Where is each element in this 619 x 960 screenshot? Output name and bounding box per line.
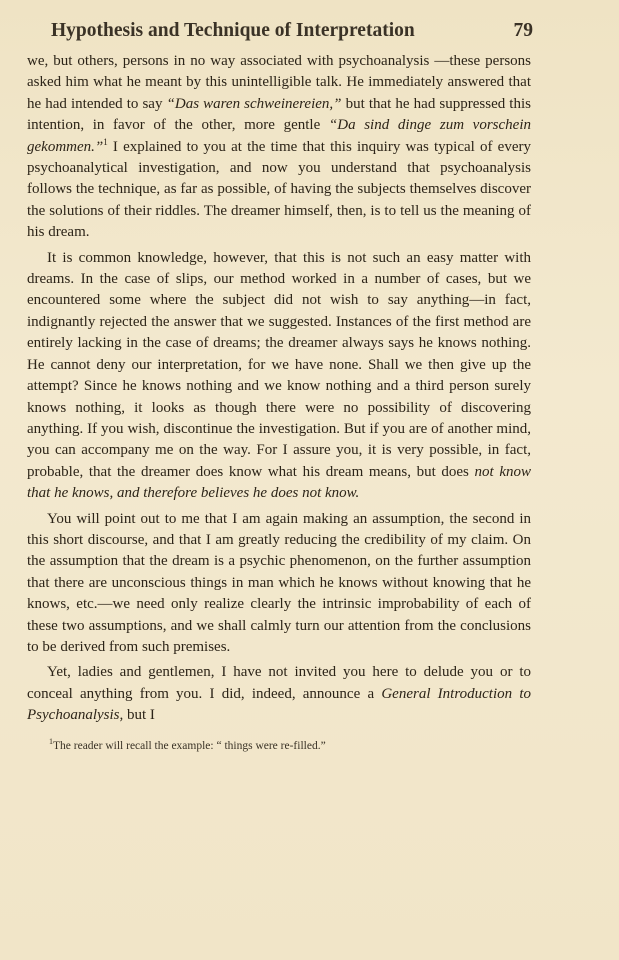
paragraph-4-text-a: Yet, ladies and gentlemen, I have not invited you here to delude you or to conceal anything from you. I did, indeed, announce a [27, 664, 531, 702]
paragraph-1-italic-quote-b: “Da sind dinge zum vorschein gekommen.” [27, 117, 531, 155]
footnote [27, 736, 531, 752]
running-head [27, 20, 531, 42]
paragraph-4-italic-title: General Introduction to Psychoanalysis, [27, 685, 531, 724]
paragraph-2 [27, 248, 531, 505]
paragraph-1-italic-quote-a: “Das waren schweinereien,” [166, 95, 342, 112]
paragraph-1 [27, 51, 531, 244]
page-number: 79 [513, 20, 533, 41]
footnote-mark: 1 [49, 736, 53, 746]
paragraph-4 [27, 662, 531, 726]
running-head-title: Hypothesis and Technique of Interpretation [51, 20, 415, 41]
footnote-reference: 1 [103, 136, 108, 147]
paragraph-4-text-c: but I [123, 707, 155, 724]
paragraph-2-text-a: It is common knowledge, however, that this is not such an easy matter with dreams. In the case of slips, our method worked in a number of cases, but we encountered some where the subject did not wish to say anything—in fact, indignantly rejected the answer that we suggested. Instances of the first method are entirely lacking in the case of dreams; the dreamer always says he knows nothing. He cannot deny our interpretation, for we have none. Shall we then give up the attempt? Since he knows nothing and we know nothing and a third person surely knows nothing, it looks as though there were no possibility of discovering anything. If you wish, discontinue the investigation. But if you are of another mind, you can accompany me on the way. For I assure you, it is very possible, in fact, probable, that the dreamer does know what his dream means, but does [27, 249, 531, 480]
paragraph-2-italic-emphasis: not know that he knows, and therefore believes he does not know. [27, 463, 531, 502]
paragraph-1-text-a: we, but others, persons in no way associated with psychoanalysis —these persons asked him what he meant by this unintelligible talk. He immediately answered that he had intended to say [27, 53, 531, 112]
paragraph-3: You will point out to me that I am again making an assumption, the second in this short discourse, and that I am greatly reducing the credibility of my claim. On the assumption that the dream is a psychic phenomenon, on the further assumption that there are unconscious things in man which he knows without knowing that he knows, etc.—we need only realize clearly the intrinsic improbability of each of these two assumptions, and we shall calmly turn our attention from the conclusions to be derived from such premises. [27, 510, 531, 655]
footnote-text: The reader will recall the example: “ things were re-filled.” [53, 739, 326, 752]
paragraph-1-text-e: I explained to you at the time that this inquiry was typical of every psychoanalytical investigation, and now you understand that psychoanalysis follows the technique, as far as possible, of having the subjects themselves discover the solutions of their riddles. The dreamer himself, then, is to tell us the meaning of his dream. [27, 138, 531, 241]
paragraph-1-text-c: but that he had suppressed this intention, in favor of the other, more gentle [27, 95, 531, 134]
body-text [27, 51, 531, 727]
